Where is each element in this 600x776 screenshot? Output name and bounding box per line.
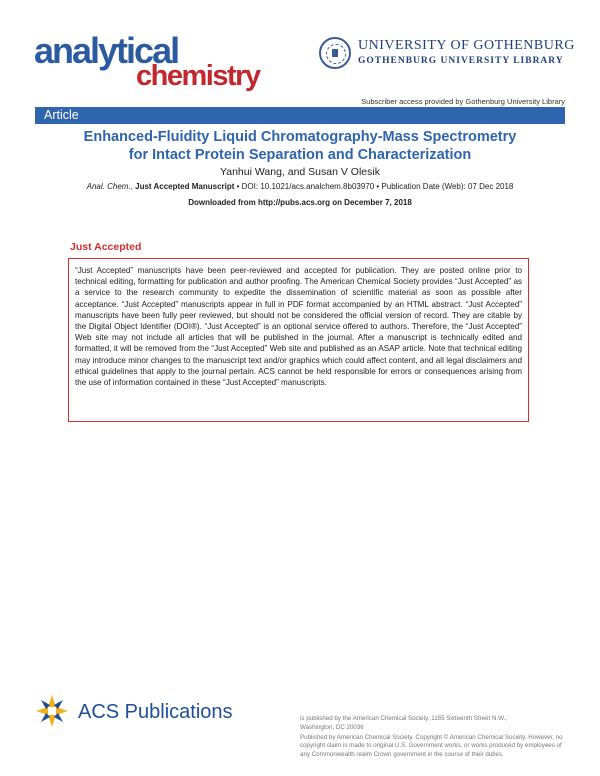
article-title-line-1: Enhanced-Fluidity Liquid Chromatography-Mass Spectrometry [83, 129, 517, 145]
citation-separator: , [130, 182, 136, 191]
publisher-notice-line-1: is published by the American Chemical Society. 1155 Sixteenth Street N.W., [300, 715, 508, 722]
journal-logo-line2: chemistry [136, 60, 260, 92]
journal-logo-line1: analytical [34, 30, 179, 71]
download-note: Downloaded from http://pubs.acs.org on December 7, 2018 [188, 198, 412, 207]
citation-details: • DOI: 10.1021/acs.analchem.8b03970 • Publication Date (Web): 07 Dec 2018 [234, 182, 514, 191]
journal-logo [34, 30, 274, 92]
article-title-line-2: for Intact Protein Separation and Characterization [128, 147, 472, 163]
citation-journal: Anal. Chem. [86, 182, 131, 191]
university-library: GOTHENBURG UNIVERSITY LIBRARY [358, 56, 564, 66]
just-accepted-text: “Just Accepted” manuscripts have been peer-reviewed and accepted for publication. They are posted online prior to technical editing, formatting for publication and author proofing. The American Chemical Society provides “Just Accepted” as a service to the research community to expedite the dissemination of scientific material as soon as possible after acceptance. “Just Accepted” manuscripts appear in full in PDF format accompanied by an HTML abstract. “Just Accepted” manuscripts have been fully peer reviewed, but should not be considered the official version of record. They are citable by the Digital Object Identifier (DOI®). “Just Accepted” is an optional service offered to authors. Therefore, the “Just Accepted” Web site may not include all articles that will be published in the journal. After a manuscript is technically edited and formatted, it will be removed from the “Just Accepted” Web site and published as an ASAP article. Note that technical editing may introduce minor changes to the manuscript text and/or graphics which could affect content, and all legal disclaimers and ethical guidelines that apply to the journal pertain. ACS cannot be held responsible for errors or consequences arising from the use of information contained in these “Just Accepted” manuscripts. [75, 266, 522, 388]
article-type-bar [35, 107, 565, 124]
subscriber-access-note: Subscriber access provided by Gothenburg University Library [361, 97, 565, 106]
just-accepted-heading: Just Accepted [70, 241, 142, 253]
citation-manuscript-status: Just Accepted Manuscript [135, 182, 235, 191]
article-authors: Yanhui Wang, and Susan V Olesik [220, 166, 380, 178]
citation-line [30, 182, 570, 191]
university-name: UNIVERSITY OF GOTHENBURG [358, 38, 575, 53]
university-seal-icon [319, 37, 351, 69]
acs-publications-logo-icon [34, 693, 70, 729]
copyright-notice: Published by American Chemical Society. Copyright © American Chemical Society. However, no copyright claim is made to original U.S. Government works, or works produced by employees of any Commonwealth realm Crown government in the course of their duties. [300, 734, 563, 758]
publisher-notice-line-2: Washington, DC 20036 [300, 724, 364, 731]
article-type-label: Article [44, 108, 79, 122]
just-accepted-box [68, 258, 529, 422]
acs-publications-logo-text: ACS Publications [78, 701, 233, 723]
